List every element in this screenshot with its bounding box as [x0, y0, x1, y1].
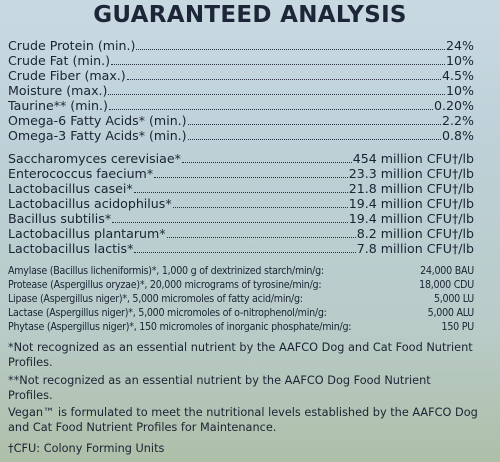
probiotic-label: Lactobacillus lactis*: [8, 241, 134, 256]
probiotic-value: 21.8 million CFU†/lb: [348, 181, 474, 196]
enzyme-description: Lactase (Aspergillus niger)*, 5,000 micromoles of o-nitrophenol/min/g:: [8, 307, 327, 319]
enzyme-description: Lipase (Aspergillus niger)*, 5,000 micromoles of fatty acid/min/g:: [8, 293, 303, 305]
leader-dots: [136, 48, 445, 50]
probiotic-value: 8.2 million CFU†/lb: [356, 226, 474, 241]
leader-dots: [173, 206, 348, 208]
probiotic-row: [8, 181, 474, 196]
probiotic-label: Bacillus subtilis*: [8, 211, 112, 226]
enzyme-value: 5,000 ALU: [427, 307, 474, 319]
enzyme-value: 18,000 CDU: [419, 279, 474, 291]
leader-dots: [109, 108, 433, 110]
enzyme-value: 150 PU: [441, 321, 474, 333]
probiotic-row: [8, 226, 474, 241]
probiotic-row: [8, 241, 474, 256]
nutrient-label: Crude Fiber (max.): [8, 68, 126, 83]
leader-dots: [134, 251, 355, 253]
probiotic-value: 23.3 million CFU†/lb: [348, 166, 474, 181]
nutrient-label: Crude Fat (min.): [8, 53, 111, 68]
enzyme-row: [8, 278, 474, 292]
nutrient-row: [8, 128, 474, 143]
probiotic-value: 19.4 million CFU†/lb: [348, 196, 474, 211]
footnote-cfu: †CFU: Colony Forming Units: [8, 442, 165, 455]
nutrient-value: 10%: [446, 83, 474, 98]
probiotic-row: [8, 196, 474, 211]
footnote-aafco-dog: **Not recognized as an essential nutrient by the AAFCO Dog Food Nutrient Profiles.: [8, 374, 431, 402]
nutrient-label: Crude Protein (min.): [8, 38, 136, 53]
nutrient-label: Moisture (max.): [8, 83, 108, 98]
leader-dots: [167, 236, 356, 238]
enzyme-row: [8, 292, 474, 306]
nutrient-row: [8, 53, 474, 68]
leader-dots: [188, 123, 441, 125]
leader-dots: [154, 176, 348, 178]
nutrient-value: 10%: [446, 53, 474, 68]
nutrient-row: [8, 83, 474, 98]
enzyme-description: Protease (Aspergillus oryzae)*, 20,000 micrograms of tyrosine/min/g:: [8, 279, 322, 291]
leader-dots: [112, 221, 348, 223]
nutrient-label: Omega-3 Fatty Acids* (min.): [8, 128, 187, 143]
nutrient-row: [8, 38, 474, 53]
probiotic-row: [8, 166, 474, 181]
enzyme-description: Phytase (Aspergillus niger)*, 150 micromoles of inorganic phosphate/min/g:: [8, 321, 352, 333]
footnote-aafco-dog-cat: *Not recognized as an essential nutrient by the AAFCO Dog and Cat Food Nutrient Profiles.: [8, 341, 473, 369]
probiotic-label: Lactobacillus plantarum*: [8, 226, 166, 241]
nutrient-label: Taurine** (min.): [8, 98, 108, 113]
nutrient-row: [8, 68, 474, 83]
nutrient-value: 24%: [446, 38, 474, 53]
leader-dots: [188, 138, 441, 140]
leader-dots: [134, 191, 348, 193]
enzyme-value: 24,000 BAU: [420, 265, 474, 277]
probiotic-label: Enterococcus faecium*: [8, 166, 154, 181]
enzyme-value: 5,000 LU: [433, 293, 474, 305]
enzyme-description: Amylase (Bacillus licheniformis)*, 1,000 g of dextrinized starch/min/g:: [8, 265, 324, 277]
nutrient-value: 4.5%: [442, 68, 474, 83]
nutrient-value: 0.20%: [433, 98, 474, 113]
probiotic-label: Lactobacillus casei*: [8, 181, 133, 196]
leader-dots: [108, 93, 445, 95]
probiotic-value: 454 million CFU†/lb: [352, 151, 474, 166]
probiotic-label: Lactobacillus acidophilus*: [8, 196, 172, 211]
nutrient-row: [8, 98, 474, 113]
probiotic-row: [8, 151, 474, 166]
probiotic-value: 7.8 million CFU†/lb: [356, 241, 474, 256]
vegan-statement: Vegan™ is formulated to meet the nutritional levels established by the AAFCO Dog and Cat Food Nutrient Profiles for Maintenance.: [8, 406, 478, 434]
leader-dots: [111, 63, 445, 65]
probiotic-row: [8, 211, 474, 226]
probiotic-value: 19.4 million CFU†/lb: [348, 211, 474, 226]
leader-dots: [127, 78, 441, 80]
enzyme-row: [8, 264, 474, 278]
nutrient-row: [8, 113, 474, 128]
leader-dots: [182, 161, 352, 163]
nutrient-label: Omega-6 Fatty Acids* (min.): [8, 113, 187, 128]
enzyme-row: [8, 320, 474, 334]
enzyme-row: [8, 306, 474, 320]
panel-title: GUARANTEED ANALYSIS: [93, 2, 407, 28]
probiotic-label: Saccharomyces cerevisiae*: [8, 151, 181, 166]
nutrient-value: 2.2%: [442, 113, 474, 128]
nutrient-value: 0.8%: [442, 128, 474, 143]
